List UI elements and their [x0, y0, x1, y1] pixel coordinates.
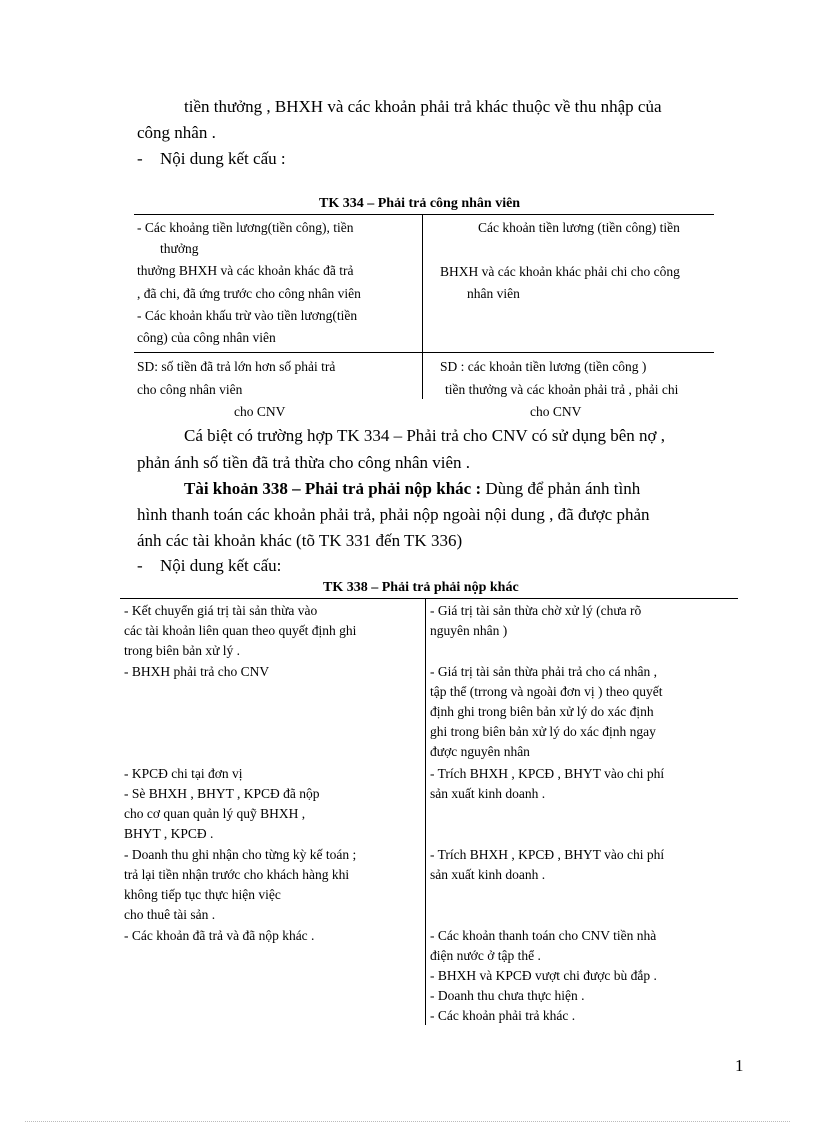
tk338-r1-right-1: - Giá trị tài sản thừa chờ xử lý (chưa rõ [430, 603, 642, 618]
tk334-center-line [422, 214, 423, 399]
structure-heading-2: Nội dung kết cấu: [160, 556, 282, 575]
tk334-credit-2: BHXH và các khoản khác phải chi cho công [440, 264, 680, 279]
tk338-r5-right-1: - Các khoản thanh toán cho CNV tiền nhà [430, 928, 657, 943]
tk338-r2-right-1: - Giá trị tài sản thừa phải trả cho cá nhân , [430, 664, 657, 679]
tk334-sd-credit-2: tiền thưởng và các khoản phải trả , phải chi [445, 382, 679, 397]
tk338-r4-left-4: cho thuê tài sản . [124, 907, 216, 922]
page-number: 1 [735, 1056, 744, 1075]
tk338-center-line [425, 598, 426, 1025]
tk334-credit-1: Các khoản tiền lương (tiền công) tiền [478, 220, 680, 235]
paragraph-1-line-2: phản ánh số tiền đã trả thừa cho công nhân viên . [137, 453, 471, 472]
tk338-r2-right-2: tập thể (trrong và ngoài đơn vị ) theo quyết [430, 684, 663, 699]
tk338-r2-right-5: được nguyên nhân [430, 744, 530, 759]
bullet-dash: - [137, 149, 143, 168]
tk338-r1-right-2: nguyên nhân ) [430, 623, 508, 638]
tk338-r4-right-1: - Trích BHXH , KPCĐ , BHYT vào chi phí [430, 847, 665, 862]
paragraph-2-line-2: hình thanh toán các khoản phải trả, phải nộp ngoài nội dung , đã được phản [137, 505, 650, 524]
tk338-r4-left-2: trả lại tiền nhận trước cho khách hàng khi [124, 867, 350, 882]
tk334-sd-debit-2: cho công nhân viên [137, 382, 243, 397]
tk334-sd-credit-3: cho CNV [530, 404, 582, 419]
tk338-r1-left-2: các tài khoản liên quan theo quyết định ghi [124, 623, 357, 638]
tk338-r1-left-1: - Kết chuyển giá trị tài sản thừa vào [124, 603, 318, 618]
tk334-balance-line [134, 352, 714, 353]
paragraph-2-lead: Dùng để phản ánh tình [481, 479, 641, 498]
tk338-r4-right-2: sản xuất kinh doanh . [430, 867, 546, 882]
tk338-r3-left-1: - KPCĐ chi tại đơn vị [124, 766, 243, 781]
tk334-sd-debit-1: SD: số tiền đã trả lớn hơn số phải trả [137, 359, 336, 374]
tk334-sd-debit-3: cho CNV [234, 404, 286, 419]
tk338-title: TK 338 – Phải trả phải nộp khác [323, 580, 519, 595]
tk334-debit-6: công) của công nhân viên [137, 330, 276, 345]
structure-heading: Nội dung kết cấu : [160, 149, 286, 168]
tk338-r2-left-1: - BHXH phải trả cho CNV [124, 664, 270, 679]
tk334-debit-4: , đã chi, đã ứng trước cho công nhân viên [137, 286, 361, 301]
tk338-r3-left-2: - Sè BHXH , BHYT , KPCĐ đã nộp [124, 786, 320, 801]
tk338-top-line [120, 598, 738, 599]
intro-line-2: công nhân . [137, 123, 216, 142]
tk334-debit-5: - Các khoản khấu trừ vào tiền lương(tiền [137, 308, 358, 323]
tk338-r3-right-1: - Trích BHXH , KPCĐ , BHYT vào chi phí [430, 766, 665, 781]
paragraph-1-line-1: Cá biệt có trường hợp TK 334 – Phải trả cho CNV có sử dụng bên nợ , [184, 426, 666, 445]
tk334-debit-1: - Các khoảng tiền lương(tiền công), tiền [137, 220, 354, 235]
tk338-r5-right-4: - Doanh thu chưa thực hiện . [430, 988, 585, 1003]
tk334-top-line [134, 214, 714, 215]
bullet-dash-2: - [137, 556, 143, 575]
tk338-r3-left-4: BHYT , KPCĐ . [124, 826, 214, 841]
tk338-r2-right-4: ghi trong biên bản xử lý do xác định ngay [430, 724, 656, 739]
tk334-debit-3: thưởng BHXH và các khoản khác đã trả [137, 263, 354, 278]
tk338-r5-right-3: - BHXH và KPCĐ vượt chi được bù đắp . [430, 968, 657, 983]
tk334-title: TK 334 – Phải trả công nhân viên [319, 196, 521, 211]
paragraph-2-line-1 [184, 476, 640, 502]
intro-line-1: tiền thưởng , BHXH và các khoản phải trả khác thuộc về thu nhập của [184, 97, 662, 116]
tk338-r2-right-3: định ghi trong biên bản xử lý do xác định [430, 704, 654, 719]
tk338-r4-left-3: không tiếp tục thực hiện việc [124, 887, 281, 902]
tk338-r3-left-3: cho cơ quan quản lý quỹ BHXH , [124, 806, 306, 821]
tk338-r5-right-2: điện nước ở tập thể . [430, 948, 541, 963]
tk338-r1-left-3: trong biên bản xử lý . [124, 643, 241, 658]
tk338-r4-left-1: - Doanh thu ghi nhận cho từng kỳ kế toán ; [124, 847, 357, 862]
tk338-r5-right-5: - Các khoản phải trả khác . [430, 1008, 576, 1023]
tk334-debit-2: thưởng [160, 241, 199, 256]
tk334-credit-3: nhân viên [467, 286, 520, 301]
tk334-sd-credit-1: SD : các khoản tiền lương (tiền công ) [440, 359, 647, 374]
tk338-r3-right-2: sản xuất kinh doanh . [430, 786, 546, 801]
tk338-r5-left-1: - Các khoản đã trả và đã nộp khác . [124, 928, 315, 943]
page-bottom-edge [25, 1121, 790, 1122]
tk338-heading: Tài khoản 338 – Phải trả phải nộp khác : [184, 479, 482, 498]
paragraph-2-line-3: ánh các tài khoản khác (tõ TK 331 đến TK 336) [137, 531, 463, 550]
